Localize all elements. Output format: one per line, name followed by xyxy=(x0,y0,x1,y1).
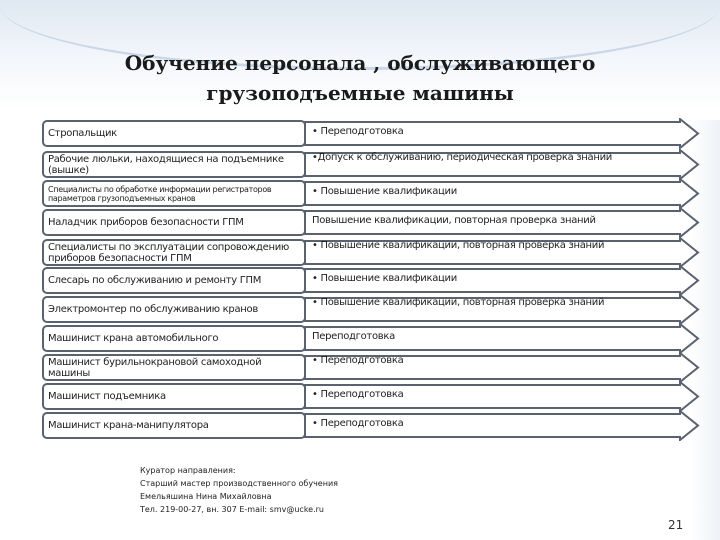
training-arrow xyxy=(304,237,700,268)
training-label: • Повышение квалификации xyxy=(312,186,457,197)
role-label: Машинист подъемника xyxy=(48,391,166,402)
slide-title: Обучение персонала , обслуживающего грузоподъемные машины xyxy=(124,51,596,105)
role-label: Электромонтер по обслуживанию кранов xyxy=(48,304,258,315)
training-row xyxy=(42,209,700,236)
training-label: • Повышение квалификации, повторная проверка знаний xyxy=(312,240,605,251)
role-label: Машинист бурильнокрановой самоходной машины xyxy=(48,356,262,379)
training-row xyxy=(42,325,700,352)
role-box xyxy=(42,151,306,178)
curator-name: Емельяшина Нина Михайловна xyxy=(140,492,272,501)
training-arrow xyxy=(304,323,700,354)
training-label: • Переподготовка xyxy=(312,389,404,400)
training-row xyxy=(42,180,700,207)
training-arrow xyxy=(304,118,700,149)
training-row xyxy=(42,267,700,294)
training-label: Переподготовка xyxy=(312,331,395,342)
curator-contact xyxy=(130,440,392,528)
curator-label: Куратор направления: xyxy=(140,466,236,475)
training-label: Повышение квалификации, повторная проверка знаний xyxy=(312,215,596,226)
role-label: Наладчик приборов безопасности ГПМ xyxy=(48,217,244,228)
role-label: Машинист крана автомобильного xyxy=(48,333,219,344)
training-arrow xyxy=(304,265,700,296)
training-arrow xyxy=(304,410,700,441)
role-label: Слесарь по обслуживанию и ремонту ГПМ xyxy=(48,275,262,286)
training-row xyxy=(42,120,700,147)
training-row xyxy=(42,239,700,266)
training-label: •Допуск к обслуживанию, периодическая проверка знаний xyxy=(312,152,613,163)
training-arrow xyxy=(304,178,700,209)
role-label: Специалисты по обработке информации регистраторов параметров грузоподъемных кранов xyxy=(48,184,272,203)
role-box xyxy=(42,180,306,207)
role-label: Специалисты по эксплуатации сопровождению приборов безопасности ГПМ xyxy=(48,241,290,264)
training-label: • Повышение квалификации, повторная проверка знаний xyxy=(312,297,605,308)
role-box xyxy=(42,412,306,439)
training-label: • Повышение квалификации xyxy=(312,273,457,284)
training-label: • Переподготовка xyxy=(312,355,404,366)
role-label: Машинист крана-манипулятора xyxy=(48,420,209,431)
training-row xyxy=(42,151,700,178)
role-box xyxy=(42,354,306,381)
training-row xyxy=(42,354,700,381)
role-box xyxy=(42,120,306,147)
role-label: Рабочие люльки, находящиеся на подъемнике (вышке) xyxy=(48,153,284,176)
training-arrow xyxy=(304,207,700,238)
curator-phone-email: Тел. 219-00-27, вн. 307 E-mail: smv@ucke.ru xyxy=(140,505,324,514)
role-label: Стропальщик xyxy=(48,128,117,139)
training-label: • Переподготовка xyxy=(312,418,404,429)
page-number: 21 xyxy=(668,518,684,532)
role-box xyxy=(42,209,306,236)
role-box xyxy=(42,383,306,410)
training-arrow xyxy=(304,294,700,325)
training-arrow xyxy=(304,352,700,383)
training-row xyxy=(42,383,700,410)
role-box xyxy=(42,296,306,323)
role-box xyxy=(42,325,306,352)
training-row xyxy=(42,296,700,323)
curator-position: Старший мастер производственного обучения xyxy=(140,479,338,488)
role-box xyxy=(42,239,306,266)
training-row xyxy=(42,412,700,439)
role-box xyxy=(42,267,306,294)
training-arrow xyxy=(304,381,700,412)
training-label: • Переподготовка xyxy=(312,126,404,137)
training-arrow xyxy=(304,149,700,180)
